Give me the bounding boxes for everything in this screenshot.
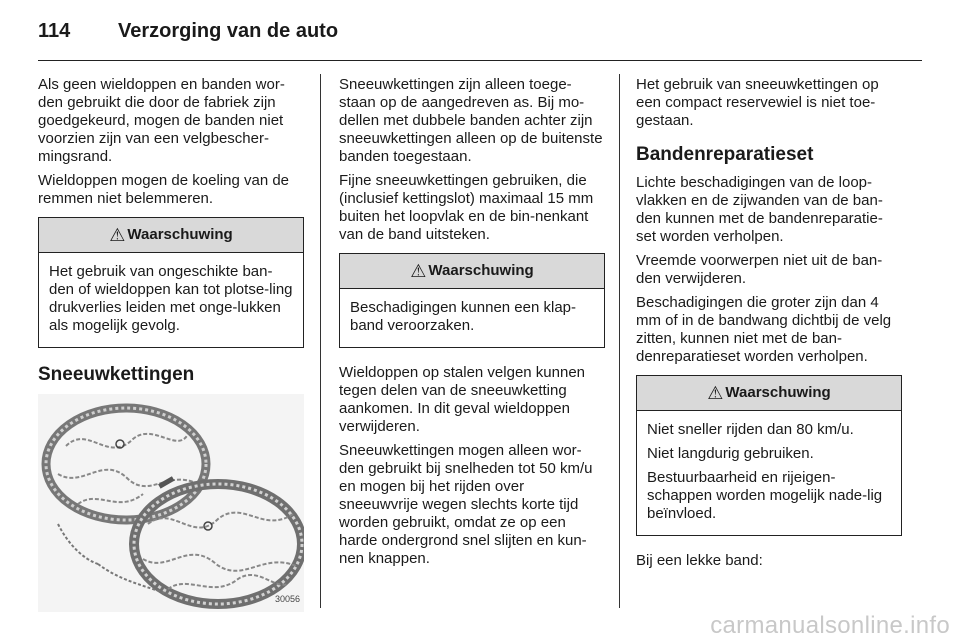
paragraph: Wieldoppen mogen de koeling van de remmen niet belemmeren. (38, 172, 290, 207)
watermark: carmanualsonline.info (710, 612, 950, 639)
paragraph: Fijne sneeuwkettingen gebruiken, die (inclusief kettingslot) maximaal 15 mm buiten het loopvlak en de bin-nenkant van de band uitsteken. (339, 172, 594, 243)
section-heading: Bandenreparatieset (636, 144, 814, 165)
warning-header (637, 376, 901, 411)
snow-chain-illustration (38, 394, 304, 612)
warning-text: Niet langdurig gebruiken. (647, 445, 814, 462)
warning-box (339, 253, 605, 348)
column-divider-2 (619, 74, 620, 608)
warning-body (340, 289, 604, 347)
column-1 (38, 76, 304, 612)
warning-box (636, 375, 902, 536)
page-header (38, 20, 338, 48)
warning-text: Beschadigingen kunnen een klap-band veroorzaken. (350, 299, 577, 334)
paragraph: Lichte beschadigingen van de loop-vlakken en de zijwanden van de ban-den kunnen met de bandenreparatie-set worden verholpen. (636, 174, 883, 245)
paragraph: Sneeuwkettingen mogen alleen wor-den gebruikt bij snelheden tot 50 km/u en mogen bij het rijden over sneeuwvrije wegen slechts korte tijd worden gebruikt, omdat ze op een harde ondergrond snel slijten en kun-nen knappen. (339, 442, 593, 567)
warning-triangle-icon: ⚠ (707, 383, 724, 403)
column-2 (339, 76, 605, 574)
paragraph: Wieldoppen op stalen velgen kunnen tegen delen van de sneeuwketting aankomen. In dit geval wieldoppen verwijderen. (339, 364, 586, 435)
warning-text: Bestuurbaarheid en rijeigen-schappen worden mogelijk nade-lig beïnvloed. (647, 469, 883, 522)
warning-box (38, 217, 304, 348)
warning-title: Waarschuwing (725, 384, 831, 401)
chapter-title: Verzorging van de auto (118, 20, 339, 42)
warning-triangle-icon: ⚠ (109, 225, 126, 245)
header-divider (38, 60, 922, 61)
paragraph: Het gebruik van sneeuwkettingen op een compact reservewiel is niet toe-gestaan. (636, 76, 879, 129)
page-number: 114 (38, 20, 71, 42)
paragraph: Vreemde voorwerpen niet uit de ban-den verwijderen. (636, 252, 883, 287)
paragraph: Als geen wieldoppen en banden wor-den gebruikt die door de fabriek zijn goedgekeurd, mogen de banden niet voorzien zijn van een velgbescher-mingsrand. (38, 76, 285, 165)
warning-title: Waarschuwing (428, 262, 534, 279)
warning-body (637, 411, 901, 535)
warning-text: Niet sneller rijden dan 80 km/u. (647, 421, 854, 438)
column-divider-1 (320, 74, 321, 608)
figure-number: 30056 (274, 594, 300, 604)
warning-body (39, 253, 303, 347)
warning-text: Het gebruik van ongeschikte ban-den of wieldoppen kan tot plotse-ling drukverlies leiden met onge-lukken als mogelijk gevolg. (49, 263, 293, 334)
paragraph: Sneeuwkettingen zijn alleen toege-staan op de aangedreven as. Bij mo-dellen met dubbele banden achter zijn sneeuwkettingen alleen op de buitenste banden toegestaan. (339, 76, 603, 165)
paragraph: Bij een lekke band: (636, 552, 763, 569)
warning-header (340, 254, 604, 289)
warning-triangle-icon: ⚠ (410, 261, 427, 281)
section-heading: Sneeuwkettingen (38, 364, 195, 385)
column-3 (636, 76, 902, 576)
warning-header (39, 218, 303, 253)
paragraph: Beschadigingen die groter zijn dan 4 mm of in de bandwang dichtbij de velg zitten, kunnen niet met de ban-denreparatieset worden verholpen. (636, 294, 892, 365)
snow-chain-figure (38, 394, 304, 612)
warning-title: Waarschuwing (127, 226, 233, 243)
